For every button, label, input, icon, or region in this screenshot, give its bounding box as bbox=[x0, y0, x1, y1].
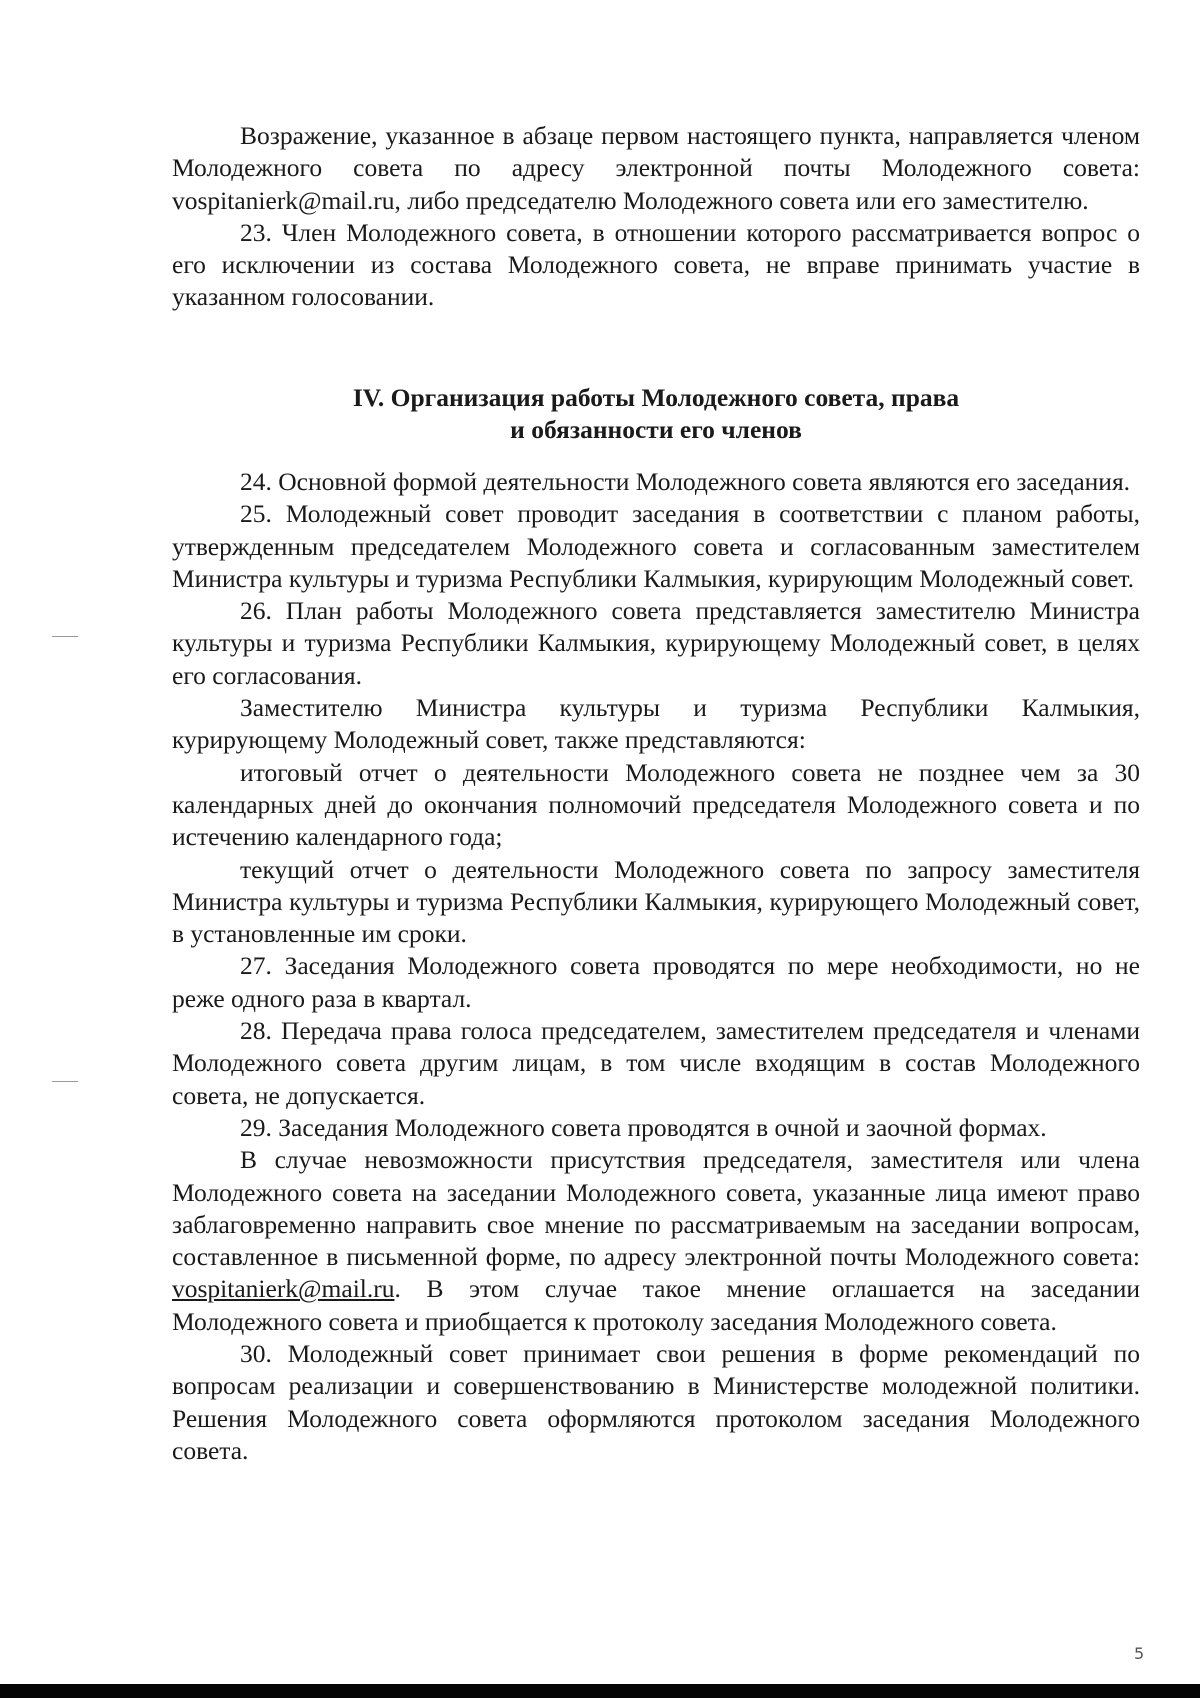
paragraph-30: 30. Молодежный совет принимает свои решения в форме рекомендаций по вопросам реализации и совершенствованию в Министерстве молодежной политики. Решения Молодежного совета оформляются протоколом заседания Молодежного совета. bbox=[172, 1339, 1140, 1465]
scan-artifact-mark bbox=[52, 636, 78, 637]
paragraph-26: 26. План работы Молодежного совета представляется заместителю Министра культуры и туризма Республики Калмыкия, курирующему Молодежный совет, в целях его согласования. bbox=[172, 596, 1140, 690]
text-block-top bbox=[172, 120, 1140, 314]
section-heading-line-2: и обязанности его членов bbox=[510, 415, 802, 444]
email-link[interactable]: vospitanierk@mail.ru bbox=[172, 1274, 395, 1304]
paragraph-objection: Возражение, указанное в абзаце первом настоящего пункта, направляется членом Молодежного совета по адресу электронной почты Молодежного совета: vospitanierk@mail.ru, либо председателю Молодежного совета или его заместителю. bbox=[172, 121, 1140, 215]
section-heading-block bbox=[172, 382, 1140, 446]
text-block-main bbox=[172, 466, 1140, 1467]
paragraph-current-report: текущий отчет о деятельности Молодежного совета по запросу заместителя Министра культуры и туризма Республики Калмыкия, курирующего Молодежный совет, в установленные им сроки. bbox=[172, 854, 1140, 949]
paragraph-29: 29. Заседания Молодежного совета проводятся в очной и заочной формах. bbox=[240, 1112, 1047, 1142]
paragraph-29-absence bbox=[172, 1144, 1140, 1338]
paragraph-26-deputy: Заместителю Министра культуры и туризма Республики Калмыкия, курирующему Молодежный совет, также представляются: bbox=[172, 693, 1140, 755]
section-heading bbox=[172, 382, 1140, 446]
paragraph-28: 28. Передача права голоса председателем, заместителем председателя и членами Молодежного совета другим лицам, в том числе входящим в состав Молодежного совета, не допускается. bbox=[172, 1016, 1140, 1110]
paragraph-24: 24. Основной формой деятельности Молодежного совета являются его заседания. bbox=[240, 467, 1131, 496]
paragraph-29-absence-text-before: В случае невозможности присутствия председателя, заместителя или члена Молодежного совета на заседании Молодежного совета, указанные лица имеют право заблаговременно направить свое мнение по рассматриваемым на заседании вопросам, составленное в письменной форме, по адресу электронной почты Молодежного совета: bbox=[172, 1145, 1140, 1272]
page-number: 5 bbox=[1134, 1644, 1145, 1663]
paragraph-23: 23. Член Молодежного совета, в отношении которого рассматривается вопрос о его исключении из состава Молодежного совета, не вправе принимать участие в указанном голосовании. bbox=[172, 217, 1140, 312]
section-heading-line-1: IV. Организация работы Молодежного совета, права bbox=[352, 383, 960, 412]
scan-artifact-mark bbox=[52, 1081, 78, 1082]
paragraph-27: 27. Заседания Молодежного совета проводятся по мере необходимости, но не реже одного раза в квартал. bbox=[172, 951, 1140, 1013]
scan-bottom-edge bbox=[0, 1684, 1200, 1698]
paragraph-29-absence-text-after: . В этом случае такое мнение оглашается на заседании Молодежного совета и приобщается к протоколу заседания Молодежного совета. bbox=[172, 1274, 1140, 1336]
paragraph-final-report: итоговый отчет о деятельности Молодежного совета не позднее чем за 30 календарных дней до окончания полномочий председателя Молодежного совета и по истечению календарного года; bbox=[172, 757, 1140, 852]
paragraph-25: 25. Молодежный совет проводит заседания в соответствии с планом работы, утвержденным председателем Молодежного совета и согласованным заместителем Министра культуры и туризма Республики Калмыкия, курирующим Молодежный совет. bbox=[172, 499, 1140, 593]
